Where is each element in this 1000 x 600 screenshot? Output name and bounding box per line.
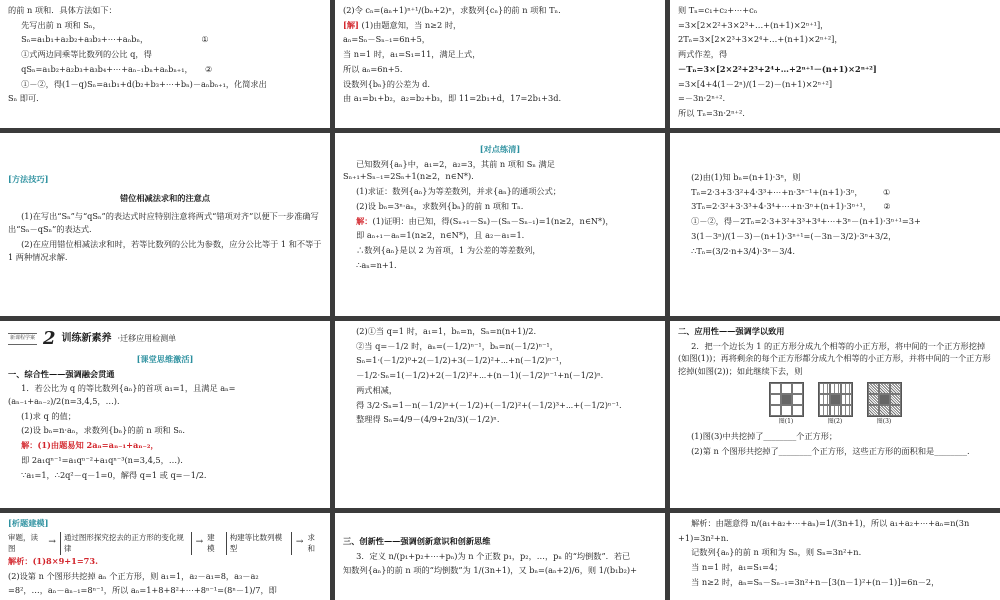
text-line: qSₙ=a₁b₂+a₂b₃+a₃b₄+⋯+aₙ₋₁bₙ+aₙbₙ₊₁， ② [21, 63, 213, 74]
text-line: 先写出前 n 项和 Sₙ， [21, 19, 101, 30]
text-line: (2)由(1)知 bₙ=(n+1)·3ⁿ，则 [691, 172, 801, 182]
figure-3 [867, 382, 902, 426]
section-title: 三、创新性——强调创新意识和创新思维 [343, 536, 491, 546]
text-line: 2．把一个边长为 1 的正方形分成九个相等的小正方形，将中间的一个正方形挖掉(如图(1))；再将剩余的每个正方形都分成九个相等的小正方形，并将中间的一个正方形挖掉(如图(2))；如此继续下去，则 [678, 340, 991, 377]
text-line: ①－②，得－2Tₙ=2·3+3²+3³+3⁴+⋯+3ⁿ－(n+1)·3ⁿ⁺¹=3+ [691, 216, 921, 227]
text-line: (2)设第 n 个图形共挖掉 aₙ 个正方形，则 a₁=1，a₂－a₁=8，a₃－a₂ [8, 570, 259, 581]
text-line: Sₙ 即可． [8, 93, 45, 104]
text-line: 解析：由题意得 n/(a₁+a₂+⋯+aₙ)=1/(3n+1)，所以 a₁+a₂+⋯+aₙ=n(3n [691, 518, 970, 528]
flow-step: 求和 [307, 532, 315, 554]
text-line: (1)在写出“Sₙ”与“qSₙ”的表达式时应特别注意将两式“错项对齐”以便下一步准确写出“Sₙ－qSₙ”的表达式. [8, 211, 319, 235]
banner-title: 训练新素养 [61, 333, 112, 345]
solution-label: [解] [343, 19, 359, 30]
text-line: 当 n≥2 时，aₙ=Sₙ－Sₙ₋₁=3n²+n－[3(n－1)²+(n－1)]=6n－2， [691, 576, 940, 587]
text-line: (2)第 n 个图形共挖掉了________个正方形，这些正方形的面积和是________. [691, 445, 970, 456]
text-line: 设数列{bₙ}的公差为 d. [343, 78, 430, 89]
text-line: (2)在应用错位相减法求和时，若等比数列的公比为参数，应分公比等于 1 和不等于 1 两种情况求解. [8, 238, 322, 262]
figure-label: 图(2) [827, 417, 843, 425]
banner-tag: 新课程学案 [8, 333, 37, 345]
flow-step: 构建等比数列模型 [226, 532, 292, 555]
slide-9[interactable] [670, 321, 1000, 508]
text-line: =8²，…，aₙ－aₙ₋₁=8ⁿ⁻¹，所以 aₙ=1+8+8²+⋯+8ⁿ⁻¹=(8ⁿ－1)/7，即 [8, 585, 277, 596]
text-line: (2)设 bₙ=n·aₙ，求数列{bₙ}的前 n 项和 Sₙ. [21, 425, 185, 436]
text-line: 得 3/2·Sₙ=1－n(－1/2)ⁿ+(－1/2)+(－1/2)²+(－1/2)³+⋯+(－1/2)ⁿ⁻¹. [356, 399, 622, 410]
text-line: =－3n·2ⁿ⁺². [678, 93, 726, 104]
text-line: Tₙ=2·3+3·3²+4·3³+⋯+n·3ⁿ⁻¹+(n+1)·3ⁿ， ① [691, 186, 891, 197]
arrow-right-icon: → [195, 537, 204, 548]
arrow-right-icon: → [295, 537, 304, 548]
text-line: ∵a₁=1，∴2q²－q－1=0，解得 q=1 或 q=－1/2. [21, 469, 207, 480]
slide-4[interactable] [0, 133, 330, 316]
text-line: ②当 q=－1/2 时，aₙ=(－1/2)ⁿ⁻¹，bₙ=n(－1/2)ⁿ⁻¹， [356, 340, 558, 351]
method-title: 错位相减法求和的注意点 [119, 192, 211, 203]
text-line: 知数列{aₙ}的前 n 项的“均倒数”为 1/(3n+1)，又 bₙ=(aₙ+2)/6，则 1/(b₁b₂)+ [343, 565, 637, 576]
slide-10[interactable] [0, 513, 330, 600]
practice-header: [对点练清] [479, 144, 521, 154]
text-line: =3×[2×2²+3×2³+…+(n+1)×2ⁿ⁺¹]， [678, 19, 829, 30]
slide-6[interactable] [670, 133, 1000, 316]
text-line: 解析：(1)8×9+1=73. [8, 555, 98, 566]
text-line: 3Tₙ=2·3²+3·3³+4·3⁴+⋯+n·3ⁿ+(n+1)·3ⁿ⁺¹， ② [691, 201, 891, 212]
banner-subtitle: ·迁移应用检测单 [117, 333, 177, 343]
text-line: aₙ=Sₙ－Sₙ₋₁=6n+5， [343, 34, 430, 45]
text-line: 即 2a₁qⁿ⁻¹=a₁qⁿ⁻²+a₁qⁿ⁻³(n=3,4,5，…). [21, 454, 183, 465]
text-line: 1．若公比为 q 的等比数列{aₙ}的首项 a₁=1，且满足 aₙ=(aₙ₋₁+aₙ₋₂)/2(n=3,4,5，…). [8, 383, 236, 406]
text-line: 整理得 Sₙ=4/9－(4/9+2n/3)(－1/2)ⁿ. [356, 414, 500, 425]
text-line: 已知数列{aₙ}中，a₁=2，a₂=3，其前 n 项和 Sₙ 满足 Sₙ₊₁+Sₙ₋₁=2Sₙ+1(n≥2，n∈N*). [343, 158, 555, 182]
text-line: 当 n=1 时，a₁=S₁=4； [691, 562, 783, 573]
text-line: 的前 n 项和．具体方法如下： [8, 5, 117, 15]
slide-5[interactable] [335, 133, 665, 316]
text-line: －1/2·Sₙ=1(－1/2)+2(－1/2)²+⋯+(n－1)(－1/2)ⁿ⁻¹+n(－1/2)ⁿ. [356, 370, 604, 381]
figure-label: 图(3) [876, 417, 892, 425]
activation-header: [课堂思维激活] [136, 353, 194, 364]
modeling-flow [8, 532, 322, 555]
slide-7[interactable] [0, 321, 330, 508]
text-line: Sₙ=1·(－1/2)⁰+2(－1/2)+3(－1/2)²+⋯+n(－1/2)ⁿ⁻¹， [356, 355, 568, 366]
text-line: 解：(1)证明：由已知，得(Sₙ₊₁－Sₙ)－(Sₙ－Sₙ₋₁)=1(n≥2，n∈N*)， [356, 215, 614, 226]
arrow-right-icon: → [48, 537, 56, 548]
text-line: 即 aₙ₊₁－aₙ=1(n≥2，n∈N*)，且 a₂－a₁=1. [356, 230, 525, 241]
flow-step: 通过图形探究挖去的正方形的变化规律 [60, 532, 192, 555]
flow-step: 审题，读图 [8, 532, 38, 554]
banner-number: 2 [43, 328, 56, 349]
text-line: －Tₙ=3×[2×2²+2³+2⁴+…+2ⁿ⁺¹－(n+1)×2ⁿ⁺²] [678, 63, 877, 74]
text-line: (2)令 cₙ=(aₙ+1)ⁿ⁺¹/(bₙ+2)ⁿ，求数列{cₙ}的前 n 项和 Tₙ. [343, 5, 561, 15]
text-line: 2Tₙ=3×[2×2³+3×2⁴+…+(n+1)×2ⁿ⁺²]， [678, 34, 843, 45]
figure-2 [818, 382, 853, 426]
flow-step: 建模 [207, 532, 215, 554]
text-line: +1)=3n²+n. [678, 532, 729, 543]
text-line: (1)图(3)中共挖掉了________个正方形； [691, 431, 838, 442]
text-line: 由 a₁=b₁+b₂，a₂=b₂+b₃，即 11=2b₁+d，17=2b₁+3d. [343, 93, 562, 104]
text-line: 两式作差，得 [678, 49, 728, 60]
text-line: 当 n=1 时，a₁=S₁=11，满足上式， [343, 49, 481, 60]
text-line: 两式相减， [356, 384, 398, 395]
text-line: 3．定义 n/(p₁+p₂+⋯+pₙ)为 n 个正数 p₁，p₂，…，pₙ 的“均倒数”．若已 [356, 550, 631, 561]
text-line: [解] (1)由题意知，当 n≥2 时， [343, 19, 462, 30]
text-line: ∴aₙ=n+1. [356, 259, 397, 270]
figure-label: 图(1) [778, 417, 794, 425]
solution-label: 解： [356, 215, 373, 226]
text-line: 解：(1)由题易知 2aₙ=aₙ₋₁+aₙ₋₂， [21, 440, 159, 451]
slide-8[interactable] [335, 321, 665, 508]
text-line: ①－②，得(1－q)Sₙ=a₁b₁+d(b₂+b₃+⋯+bₙ)－aₙbₙ₊₁，化简求出 [21, 78, 267, 89]
text-line: 记数列{aₙ}的前 n 项和为 Sₙ，则 Sₙ=3n²+n. [691, 547, 862, 558]
slide-11[interactable] [335, 513, 665, 600]
slide-3[interactable] [670, 0, 1000, 128]
slide-12[interactable] [670, 513, 1000, 600]
text-line: 则 Tₙ=c₁+c₂+⋯+cₙ [678, 5, 758, 15]
text-line: (1)求 q 的值； [21, 410, 76, 421]
text-line: =3×[4+4(1－2ⁿ)/(1－2)－(n+1)×2ⁿ⁺²] [678, 78, 833, 89]
text-line: 所以 Tₙ=3n·2ⁿ⁺². [678, 107, 745, 118]
section-title: 一、综合性——强调融会贯通 [8, 368, 115, 379]
section-banner [8, 325, 322, 353]
slide-1[interactable] [0, 0, 330, 128]
text-line: ∴数列{aₙ}是以 2 为首项，1 为公差的等差数列， [356, 244, 541, 255]
text-line: ∴Tₙ=(3/2·n+3/4)·3ⁿ－3/4. [691, 245, 795, 256]
section-title: 二、应用性——强调学以致用 [678, 326, 785, 336]
text-line: 3(1－3ⁿ)/(1－3)－(n+1)·3ⁿ⁺¹=(－3n－3/2)·3ⁿ+3/2， [691, 230, 897, 241]
text-line: Sₙ=a₁b₁+a₂b₂+a₃b₃+⋯+aₙbₙ， ① [21, 34, 209, 45]
text-line: (2)①当 q=1 时，a₁=1，bₙ=n，Sₙ=n(n+1)/2. [356, 326, 537, 336]
model-header: [析题建模] [8, 518, 49, 528]
figure-row [678, 382, 992, 426]
slide-2[interactable] [335, 0, 665, 128]
text-line: (2)设 bₙ=3ⁿ·aₙ，求数列{bₙ}的前 n 项和 Tₙ. [356, 200, 524, 211]
text-line: ①式两边同乘等比数列的公比 q，得 [21, 49, 152, 60]
figure-1 [769, 382, 804, 426]
text-line: 所以 aₙ=6n+5. [343, 63, 403, 74]
text-line: (1)求证：数列{aₙ}为等差数列，并求{aₙ}的通项公式； [356, 186, 561, 197]
method-header: [方法技巧] [8, 174, 49, 184]
